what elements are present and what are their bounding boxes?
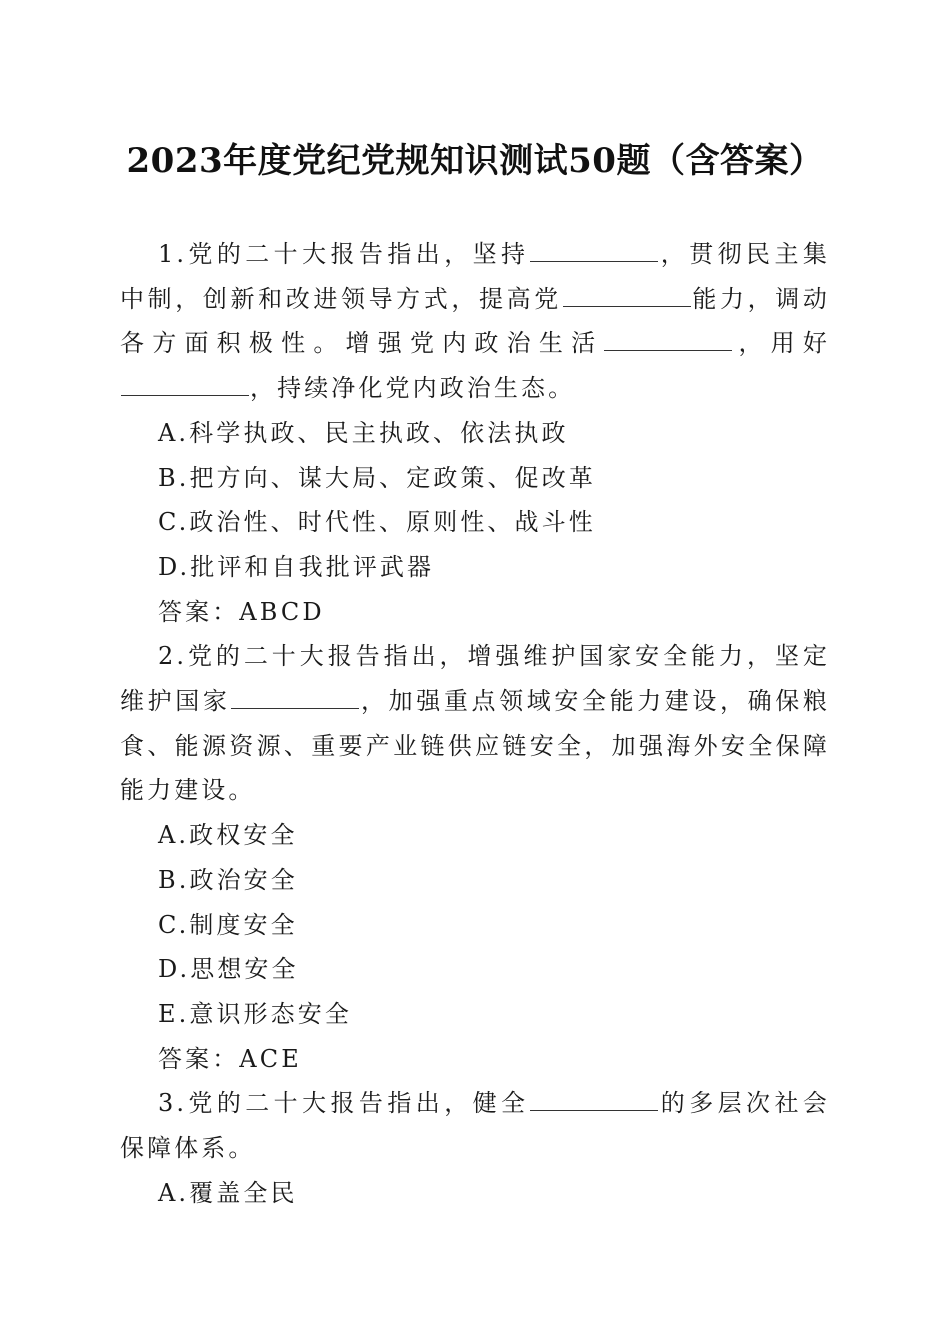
- question-2-option-c: C.制度安全: [158, 910, 298, 939]
- question-text: 3.党的二十大报告指出，健全: [158, 1089, 530, 1118]
- question-2-option-e: E.意识形态安全: [158, 999, 352, 1028]
- question-text: 的多层次社会保障体系。: [120, 1089, 830, 1163]
- question-2-option-b: B.政治安全: [158, 865, 298, 894]
- question-text: ，用好: [733, 329, 830, 358]
- question-1-stem: [120, 232, 830, 411]
- question-3-stem: [120, 1081, 830, 1170]
- question-2-option-d: D.思想安全: [158, 955, 299, 984]
- question-text: ，贯彻民主集中制，创新和改进领导方式，提高党: [120, 240, 830, 313]
- answer-blank: [121, 373, 249, 396]
- question-1-option-b: B.把方向、谋大局、定政策、促改革: [158, 463, 596, 492]
- question-1-option-d: D.批评和自我批评武器: [158, 552, 435, 581]
- question-text: ，持续净化党内政治生态。: [250, 374, 576, 403]
- document-body: [120, 232, 830, 1215]
- question-2-answer: 答案：ACE: [158, 1044, 302, 1073]
- question-text: 2.党的二十大报告指出，增强维护国家安全能力，坚定维护国家: [120, 642, 830, 716]
- question-3-option-a: A.覆盖全民: [158, 1178, 298, 1207]
- question-text: 1.党的二十大报告指出，坚持: [158, 240, 530, 268]
- question-text: 能力，调动各方面积极性。增强党内政治生活: [120, 284, 830, 358]
- answer-blank: [604, 328, 732, 351]
- document-title: 2023年度党纪党规知识测试50题（含答案）: [126, 141, 824, 181]
- question-1-answer: 答案：ABCD: [158, 597, 325, 626]
- answer-blank: [530, 239, 658, 262]
- question-text: ，加强重点领域安全能力建设，确保粮食、能源资源、重要产业链供应链安全，加强海外安全保障能力建设。: [120, 687, 830, 805]
- question-2-option-a: A.政权安全: [158, 821, 298, 850]
- answer-blank: [231, 686, 359, 709]
- answer-blank: [563, 284, 691, 307]
- answer-blank: [530, 1088, 658, 1111]
- question-2-stem: [120, 634, 830, 813]
- question-1-option-a: A.科学执政、民主执政、依法执政: [158, 418, 569, 447]
- question-1-option-c: C.政治性、时代性、原则性、战斗性: [158, 508, 596, 537]
